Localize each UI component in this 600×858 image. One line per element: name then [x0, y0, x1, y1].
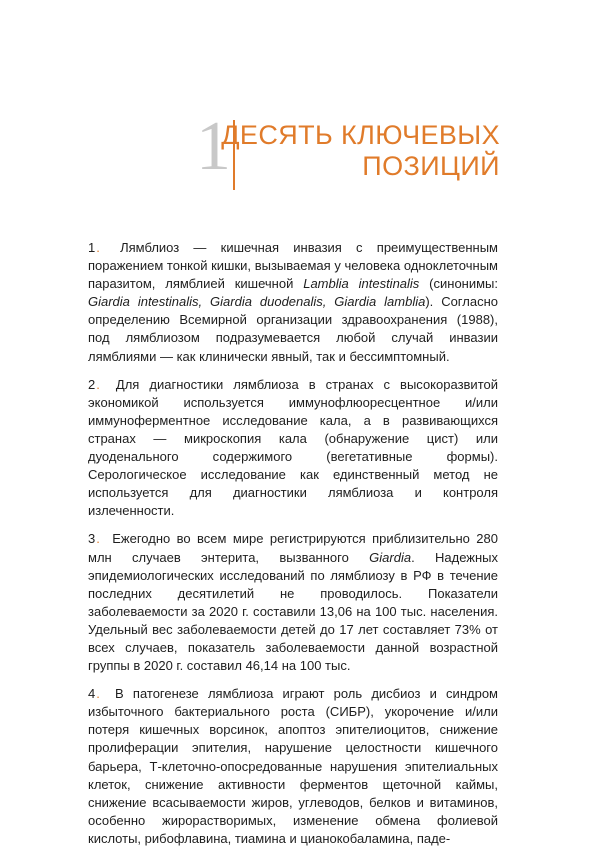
paragraph-number: 4 .	[88, 686, 106, 701]
paragraph-text: В патогенезе лямблиоза играют роль дисбиоз и синдром избыточного бактериального роста (СИБР), укорочение и/или потеря кишечных ворсинок, апоптоз эпителиоцитов, снижение пролиферации эпителия, нарушение целостности кишечного барьера, Т-клеточно-опосредованные нарушения эпителиальных клеток, снижение активности ферментов щеточной каймы, снижение всасываемости жиров, углеводов, белков и витаминов, особенно жирорастворимых, изменение обмена фолиевой кислоты, рибофлавина, тиамина и цианокобаламина, паде-	[88, 686, 498, 846]
body-text	[88, 239, 498, 858]
paragraph-4	[88, 685, 498, 848]
paragraph-text: ). Согласно определению Всемирной организации здравоохранения (1988), под лямблиозом подразумевается любой случай инвазии лямблиями — как клинически явный, так и бессимптомный.	[88, 294, 498, 364]
paragraph-number: 3 .	[88, 531, 106, 546]
latin-term: Giardia	[369, 549, 412, 565]
chapter-number: 1	[196, 108, 231, 185]
paragraph-text: Лямблиоз — кишечная инвазия с преимущественным поражением тонкой кишки, вызываемая у человека одноклеточным паразитом, лямблией кишечной	[88, 240, 498, 292]
chapter-title-line-1: ДЕСЯТЬ КЛЮЧЕВЫХ	[221, 120, 500, 150]
latin-term: Lamblia intestinalis	[303, 276, 420, 292]
chapter-title	[221, 120, 500, 182]
chapter-header	[0, 110, 600, 190]
paragraph-1	[88, 239, 498, 366]
paragraph-3	[88, 530, 498, 675]
paragraph-text: Ежегодно во всем мире регистрируются приблизительно 280 млн случаев энтерита, вызванного	[88, 531, 498, 565]
paragraph-number: 2 .	[88, 377, 106, 392]
paragraph-text: Для диагностики лямблиоза в странах с высокоразвитой экономикой используется иммунофлюоресцентное и/или иммуноферментное исследование кала, а в развивающихся странах — микроскопия кала (обнаружение цист) или дуоденального содержимого (вегетативные формы). Серологическое исследование как единственный метод не используется для диагностики лямблиоза и контроля излеченности.	[88, 376, 498, 519]
chapter-title-line-2: ПОЗИЦИЙ	[362, 151, 500, 181]
paragraph-text: . Надежных эпидемиологических исследований по лямблиозу в РФ в течение последних десятилетий не проводилось. Показатели заболеваемости за 2020 г. составили 13,06 на 100 тыс. населения. Удельный вес заболеваемости детей до 17 лет составляет 73% от всех случаев, показатель заболеваемости данной возрастной группы в 2020 г. составил 46,14 на 100 тыс.	[88, 549, 499, 674]
paragraph-number: 1 .	[88, 240, 106, 255]
paragraph-2	[88, 376, 498, 521]
paragraph-text: (синонимы:	[419, 276, 499, 292]
latin-term: Giardia intestinalis, Giardia duodenalis, Giardia lamblia	[88, 294, 426, 310]
